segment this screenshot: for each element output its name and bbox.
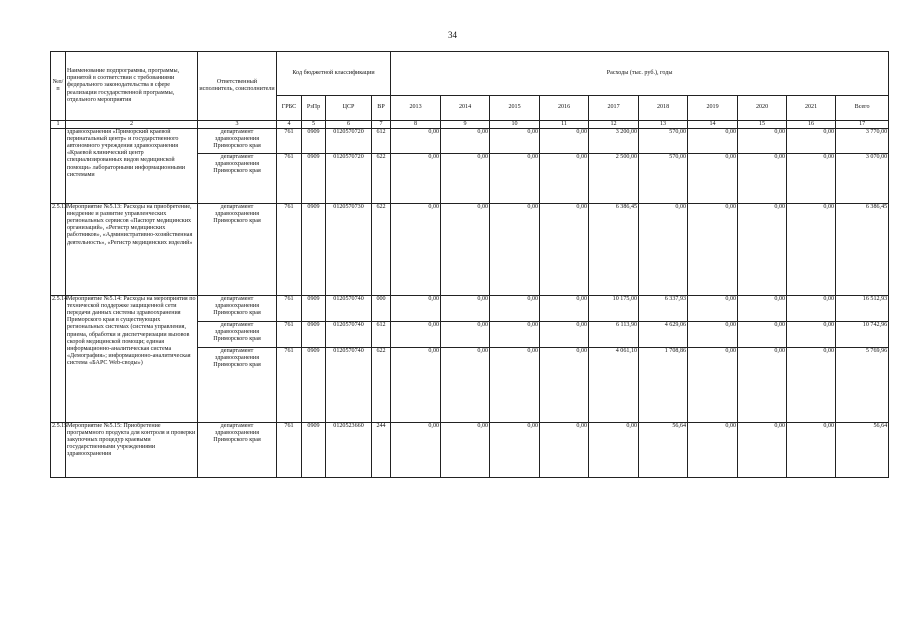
- amount-cell: 0,00: [441, 423, 490, 478]
- header-expenses: Расходы (тыс. руб.), годы: [391, 52, 889, 96]
- column-number: 9: [441, 121, 490, 129]
- header-csr: ЦСР: [326, 96, 372, 121]
- amount-cell: 0,00: [540, 154, 589, 204]
- amount-cell: 0,00: [391, 204, 441, 296]
- column-number: 2: [66, 121, 198, 129]
- amount-cell: 0,00: [490, 204, 540, 296]
- amount-cell: 0,00: [540, 296, 589, 322]
- amount-cell: 0,00: [391, 296, 441, 322]
- grbs-cell: 761: [277, 423, 302, 478]
- amount-cell: 6 337,93: [639, 296, 688, 322]
- amount-cell: 10 175,00: [589, 296, 639, 322]
- grbs-cell: 761: [277, 129, 302, 154]
- rzpr-cell: 0909: [302, 322, 326, 348]
- vr-cell: 622: [372, 348, 391, 423]
- header-budget-code: Код бюджетной классификации: [277, 52, 391, 96]
- column-number: 5: [302, 121, 326, 129]
- amount-cell: 0,00: [490, 129, 540, 154]
- amount-cell: 0,00: [738, 129, 787, 154]
- column-number: 10: [490, 121, 540, 129]
- budget-table: [50, 51, 889, 478]
- amount-cell: 0,00: [490, 348, 540, 423]
- rzpr-cell: 0909: [302, 204, 326, 296]
- responsible-cell: департамент здравоохранения Приморского края: [198, 296, 277, 322]
- amount-cell: 0,00: [540, 129, 589, 154]
- amount-cell: 0,00: [391, 154, 441, 204]
- responsible-cell: департамент здравоохранения Приморского края: [198, 129, 277, 154]
- vr-cell: 612: [372, 129, 391, 154]
- rzpr-cell: 0909: [302, 154, 326, 204]
- amount-cell: 0,00: [787, 154, 836, 204]
- page-number: 34: [448, 30, 457, 40]
- grbs-cell: 761: [277, 154, 302, 204]
- column-number: 6: [326, 121, 372, 129]
- column-number: 16: [787, 121, 836, 129]
- responsible-cell: департамент здравоохранения Приморского края: [198, 423, 277, 478]
- amount-cell: 0,00: [391, 348, 441, 423]
- amount-cell: 0,00: [490, 423, 540, 478]
- header-grbs: ГРБС: [277, 96, 302, 121]
- column-number-row: [51, 121, 889, 129]
- amount-cell: 0,00: [738, 204, 787, 296]
- amount-cell: 570,00: [639, 129, 688, 154]
- amount-cell: 0,00: [688, 154, 738, 204]
- column-number: 17: [836, 121, 889, 129]
- amount-cell: 0,00: [787, 296, 836, 322]
- header-year-2019: 2019: [688, 96, 738, 121]
- header-year-2015: 2015: [490, 96, 540, 121]
- grbs-cell: 761: [277, 204, 302, 296]
- amount-cell: 570,00: [639, 154, 688, 204]
- responsible-cell: департамент здравоохранения Приморского края: [198, 154, 277, 204]
- amount-cell: 0,00: [688, 204, 738, 296]
- amount-cell: 0,00: [738, 348, 787, 423]
- column-number: 15: [738, 121, 787, 129]
- column-number: 7: [372, 121, 391, 129]
- header-num: №п/п: [51, 52, 66, 121]
- total-cell: 5 769,96: [836, 348, 889, 423]
- amount-cell: 0,00: [787, 129, 836, 154]
- vr-cell: 622: [372, 204, 391, 296]
- amount-cell: 0,00: [787, 204, 836, 296]
- table-row: [51, 204, 889, 296]
- total-cell: 6 386,45: [836, 204, 889, 296]
- activity-name: Мероприятие №5.13: Расходы на приобретение, внедрение и развитие управленческих региональных сервисов «Паспорт медицинских организаций», «Регистр медицинских работников», «Административно-хозяйственная деятельность», «Регистр медицинских изделий»: [66, 204, 198, 296]
- header-vr: ВР: [372, 96, 391, 121]
- header-total: Всего: [836, 96, 889, 121]
- responsible-cell: департамент здравоохранения Приморского края: [198, 348, 277, 423]
- table-row: [51, 296, 889, 322]
- amount-cell: 0,00: [787, 322, 836, 348]
- header-rzpr: РзПр: [302, 96, 326, 121]
- vr-cell: 612: [372, 322, 391, 348]
- header-year-2016: 2016: [540, 96, 589, 121]
- amount-cell: 0,00: [490, 322, 540, 348]
- rzpr-cell: 0909: [302, 129, 326, 154]
- amount-cell: 0,00: [688, 129, 738, 154]
- amount-cell: 0,00: [441, 204, 490, 296]
- grbs-cell: 761: [277, 296, 302, 322]
- row-number: 2.5.13: [51, 204, 66, 296]
- amount-cell: 56,64: [639, 423, 688, 478]
- csr-cell: 0120570730: [326, 204, 372, 296]
- amount-cell: 0,00: [738, 296, 787, 322]
- csr-cell: 0120570740: [326, 322, 372, 348]
- total-cell: 3 770,00: [836, 129, 889, 154]
- table-body: [51, 121, 889, 478]
- column-number: 3: [198, 121, 277, 129]
- table-row: [51, 129, 889, 154]
- amount-cell: 0,00: [787, 348, 836, 423]
- total-cell: 10 742,96: [836, 322, 889, 348]
- amount-cell: 3 200,00: [589, 129, 639, 154]
- amount-cell: 0,00: [391, 322, 441, 348]
- amount-cell: 0,00: [688, 423, 738, 478]
- amount-cell: 4 061,10: [589, 348, 639, 423]
- amount-cell: 0,00: [688, 348, 738, 423]
- header-year-2021: 2021: [787, 96, 836, 121]
- amount-cell: 0,00: [540, 322, 589, 348]
- amount-cell: 4 629,06: [639, 322, 688, 348]
- row-number: 2.5.14: [51, 296, 66, 423]
- header-responsible: Ответственный исполнитель, соисполнители: [198, 52, 277, 121]
- total-cell: 16 512,93: [836, 296, 889, 322]
- amount-cell: 2 500,00: [589, 154, 639, 204]
- amount-cell: 0,00: [441, 296, 490, 322]
- amount-cell: 0,00: [540, 204, 589, 296]
- csr-cell: 0120570720: [326, 154, 372, 204]
- header-year-2018: 2018: [639, 96, 688, 121]
- csr-cell: 0120570720: [326, 129, 372, 154]
- grbs-cell: 761: [277, 348, 302, 423]
- amount-cell: 0,00: [787, 423, 836, 478]
- total-cell: 3 070,00: [836, 154, 889, 204]
- amount-cell: 0,00: [391, 129, 441, 154]
- rzpr-cell: 0909: [302, 348, 326, 423]
- csr-cell: 0120523660: [326, 423, 372, 478]
- amount-cell: 6 386,45: [589, 204, 639, 296]
- column-number: 13: [639, 121, 688, 129]
- amount-cell: 0,00: [589, 423, 639, 478]
- row-number: [51, 129, 66, 204]
- table-row: [51, 423, 889, 478]
- header-year-2013: 2013: [391, 96, 441, 121]
- amount-cell: 0,00: [639, 204, 688, 296]
- responsible-cell: департамент здравоохранения Приморского края: [198, 204, 277, 296]
- vr-cell: 000: [372, 296, 391, 322]
- column-number: 4: [277, 121, 302, 129]
- csr-cell: 0120570740: [326, 348, 372, 423]
- column-number: 8: [391, 121, 441, 129]
- amount-cell: 0,00: [441, 348, 490, 423]
- csr-cell: 0120570740: [326, 296, 372, 322]
- header-name: Наименование подпрограммы, программы, принятой в соответствии с требованиями федерального законодательства в сфере реализации государственной программы, отдельного мероприятия: [66, 52, 198, 121]
- column-number: 11: [540, 121, 589, 129]
- amount-cell: 0,00: [738, 322, 787, 348]
- activity-name: Мероприятие №5.14: Расходы на мероприятия по технической поддержке защищенной сети передачи данных системы здравоохранения Приморского края в существующих региональных системах (система управления, приема, обработки и диспетчеризации вызовов скорой медицинской помощи; единая информационно-аналитическая система «Демография»; информационно-аналитическая система «БАРС Web-своды»): [66, 296, 198, 423]
- amount-cell: 0,00: [391, 423, 441, 478]
- amount-cell: 0,00: [490, 154, 540, 204]
- vr-cell: 622: [372, 154, 391, 204]
- amount-cell: 0,00: [738, 154, 787, 204]
- amount-cell: 0,00: [540, 348, 589, 423]
- column-number: 14: [688, 121, 738, 129]
- amount-cell: 0,00: [441, 154, 490, 204]
- vr-cell: 244: [372, 423, 391, 478]
- amount-cell: 1 708,86: [639, 348, 688, 423]
- amount-cell: 0,00: [441, 322, 490, 348]
- column-number: 12: [589, 121, 639, 129]
- amount-cell: 0,00: [738, 423, 787, 478]
- amount-cell: 0,00: [688, 296, 738, 322]
- amount-cell: 0,00: [688, 322, 738, 348]
- rzpr-cell: 0909: [302, 423, 326, 478]
- responsible-cell: департамент здравоохранения Приморского края: [198, 322, 277, 348]
- grbs-cell: 761: [277, 322, 302, 348]
- amount-cell: 6 113,90: [589, 322, 639, 348]
- activity-name: Мероприятие №5.15: Приобретение программного продукта для контроля и проверки закупочных процедур краевыми государственными учреждениями здравоохранения: [66, 423, 198, 478]
- rzpr-cell: 0909: [302, 296, 326, 322]
- amount-cell: 0,00: [490, 296, 540, 322]
- row-number: 2.5.15: [51, 423, 66, 478]
- header-year-2014: 2014: [441, 96, 490, 121]
- activity-name: здравоохранения «Приморский краевой перинатальный центр» и государственного автономного учреждения здравоохранения «Краевой клинический центр специализированных видов медицинской помощи» лабораторными информационными системами: [66, 129, 198, 204]
- header-year-2020: 2020: [738, 96, 787, 121]
- amount-cell: 0,00: [540, 423, 589, 478]
- amount-cell: 0,00: [441, 129, 490, 154]
- total-cell: 56,64: [836, 423, 889, 478]
- column-number: 1: [51, 121, 66, 129]
- header-year-2017: 2017: [589, 96, 639, 121]
